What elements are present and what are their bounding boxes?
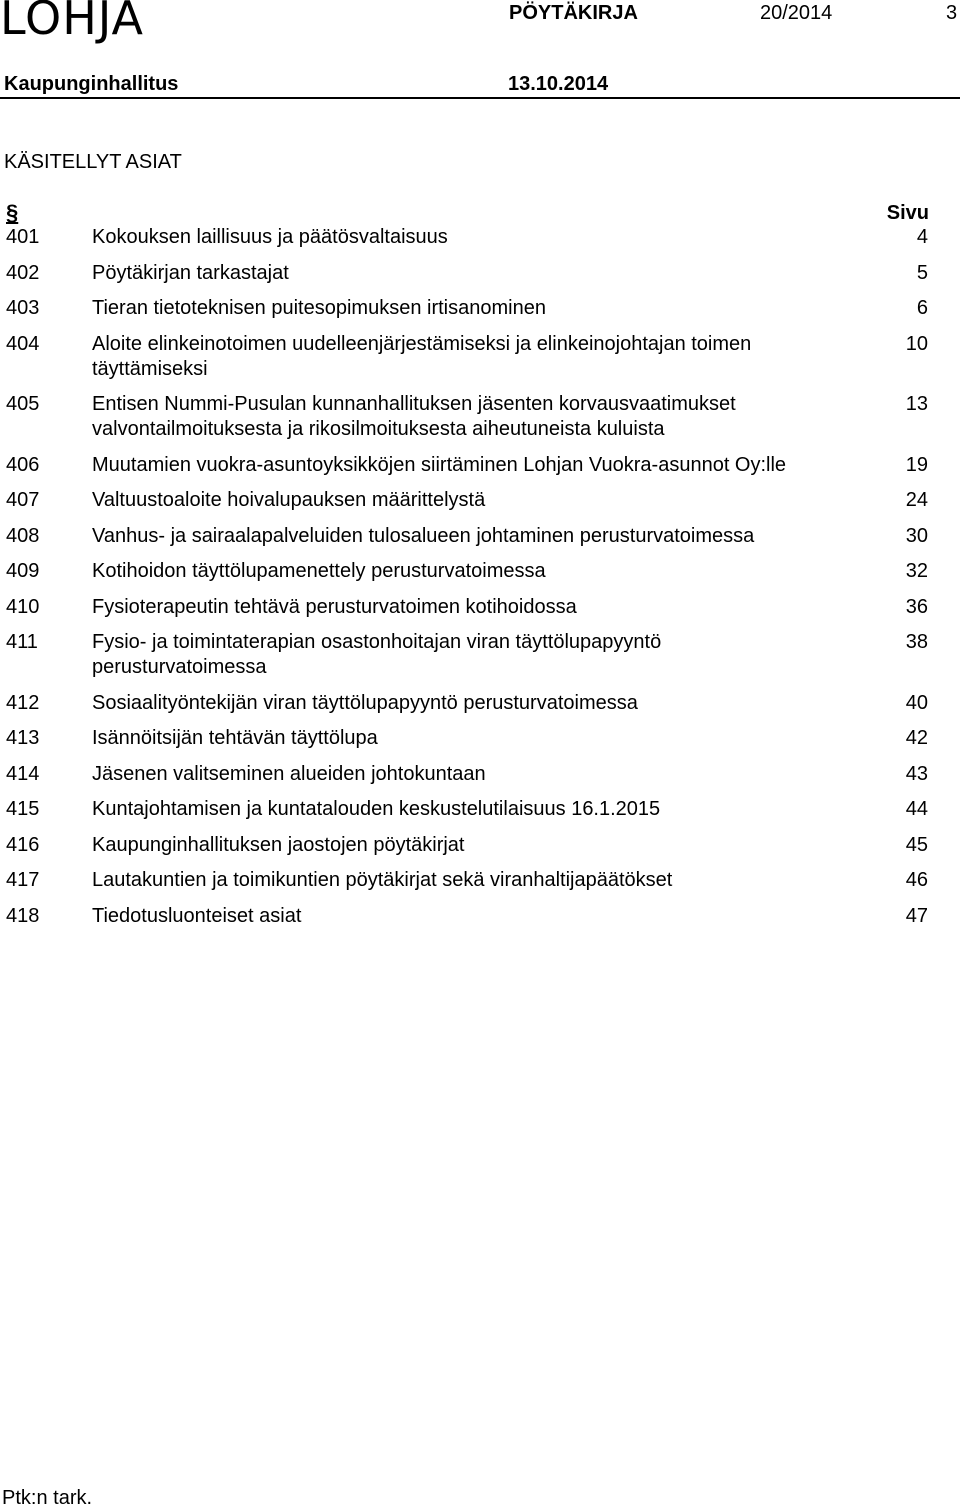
agenda-item-title: Aloite elinkeinotoimen uudelleenjärjestämiseksi ja elinkeinojohtajan toimen täyttämiseksi <box>92 332 752 380</box>
agenda-item-page: 30 <box>905 524 928 547</box>
section-title: KÄSITELLYT ASIAT <box>4 151 182 173</box>
agenda-item-title: Kaupunginhallituksen jaostojen pöytäkirjat <box>92 833 465 856</box>
agenda-item-title: Valtuustoaloite hoivalupauksen määrittelystä <box>92 489 486 511</box>
agenda-item-page: 43 <box>905 762 928 785</box>
agenda-item-row <box>6 332 928 382</box>
agenda-item-number: 416 <box>6 833 40 856</box>
agenda-item-page: 40 <box>905 691 928 714</box>
agenda-item-row <box>6 559 928 584</box>
agenda-item-number: 415 <box>6 798 40 820</box>
lohja-logo: LOHJA <box>0 0 145 45</box>
agenda-item-number: 418 <box>6 904 40 927</box>
page-number: 3 <box>946 2 958 24</box>
agenda-item-title: Sosiaalityöntekijän viran täyttölupapyyntö perusturvatoimessa <box>92 691 638 714</box>
agenda-item-number: 411 <box>6 631 38 653</box>
agenda-item-page: 6 <box>916 297 928 319</box>
agenda-item-title: Fysio- ja toimintaterapian osastonhoitajan viran täyttölupapyyntö perusturvatoimessa <box>92 631 662 678</box>
agenda-item-title: Isännöitsijän tehtävän täyttölupa <box>92 727 378 749</box>
agenda-item-title: Kokouksen laillisuus ja päätösvaltaisuus <box>92 226 448 248</box>
agenda-item-list <box>6 225 928 939</box>
agenda-item-number: 402 <box>6 261 40 284</box>
agenda-item-row <box>6 904 928 929</box>
agenda-item-number: 410 <box>6 595 40 618</box>
agenda-item-page: 45 <box>905 833 928 856</box>
agenda-item-number: 406 <box>6 453 40 476</box>
agenda-item-row <box>6 797 928 822</box>
agenda-item-title: Vanhus- ja sairaalapalveluiden tulosalueen johtaminen perusturvatoimessa <box>92 524 755 547</box>
agenda-item-title: Kotihoidon täyttölupamenettely perusturvatoimessa <box>92 560 546 582</box>
agenda-item-number: 405 <box>6 393 40 415</box>
agenda-item-title: Pöytäkirjan tarkastajat <box>92 261 289 284</box>
agenda-item-row <box>6 868 928 893</box>
document-type: PÖYTÄKIRJA <box>509 2 638 24</box>
agenda-item-page: 19 <box>905 453 928 476</box>
agenda-item-row <box>6 392 928 442</box>
agenda-item-page: 42 <box>905 727 928 749</box>
document-number: 20/2014 <box>760 2 833 24</box>
agenda-item-page: 24 <box>905 489 928 511</box>
agenda-item-title: Muutamien vuokra-asuntoyksikköjen siirtäminen Lohjan Vuokra-asunnot Oy:lle <box>92 453 787 476</box>
agenda-item-page: 4 <box>916 226 928 248</box>
agenda-item-page: 13 <box>905 393 928 415</box>
agenda-item-title: Kuntajohtamisen ja kuntatalouden keskustelutilaisuus 16.1.2015 <box>92 798 661 820</box>
agenda-item-row <box>6 726 928 751</box>
agenda-item-row <box>6 453 928 478</box>
agenda-item-page: 44 <box>905 798 928 820</box>
agenda-item-title: Fysioterapeutin tehtävä perusturvatoimen kotihoidossa <box>92 595 577 618</box>
agenda-item-number: 407 <box>6 489 40 511</box>
agenda-item-page: 32 <box>905 560 928 582</box>
minutes-checker-note: Ptk:n tark. <box>2 1487 93 1509</box>
page-column-header: Sivu <box>886 202 929 224</box>
agenda-item-page: 5 <box>916 261 928 284</box>
agenda-item-row <box>6 488 928 513</box>
agenda-item-page: 46 <box>905 869 928 891</box>
agenda-item-title: Tiedotusluonteiset asiat <box>92 904 302 927</box>
agenda-item-number: 408 <box>6 524 40 547</box>
agenda-item-number: 401 <box>6 226 40 248</box>
agenda-item-number: 414 <box>6 762 40 785</box>
header-divider <box>0 97 960 99</box>
agenda-item-row <box>6 595 928 620</box>
agenda-item-number: 409 <box>6 560 40 582</box>
agenda-item-row <box>6 261 928 286</box>
agenda-item-row <box>6 833 928 858</box>
agenda-item-number: 413 <box>6 727 40 749</box>
agenda-item-title: Lautakuntien ja toimikuntien pöytäkirjat sekä viranhaltijapäätökset <box>92 869 673 891</box>
agenda-item-title: Jäsenen valitseminen alueiden johtokuntaan <box>92 762 486 785</box>
agenda-item-number: 403 <box>6 297 40 319</box>
agenda-item-title: Tieran tietoteknisen puitesopimuksen irtisanominen <box>92 297 546 319</box>
agenda-item-page: 47 <box>905 904 928 927</box>
agenda-item-page: 10 <box>905 332 928 355</box>
agenda-item-row <box>6 225 928 250</box>
agenda-item-number: 417 <box>6 869 40 891</box>
agenda-item-row <box>6 296 928 321</box>
agenda-item-row <box>6 630 928 680</box>
meeting-date: 13.10.2014 <box>508 73 609 95</box>
agenda-item-title: Entisen Nummi-Pusulan kunnanhallituksen jäsenten korvausvaatimukset valvontailmoituksesta ja rikosilmoituksesta aiheutuneista kuluista <box>92 393 736 440</box>
agenda-item-number: 404 <box>6 332 40 355</box>
agenda-item-row <box>6 762 928 787</box>
agenda-item-row <box>6 524 928 549</box>
agenda-item-page: 36 <box>905 595 928 618</box>
agenda-item-page: 38 <box>905 631 928 653</box>
agenda-item-row <box>6 691 928 716</box>
section-number-column-header: § <box>6 200 19 225</box>
agenda-item-number: 412 <box>6 691 40 714</box>
governing-body-name: Kaupunginhallitus <box>4 73 179 95</box>
